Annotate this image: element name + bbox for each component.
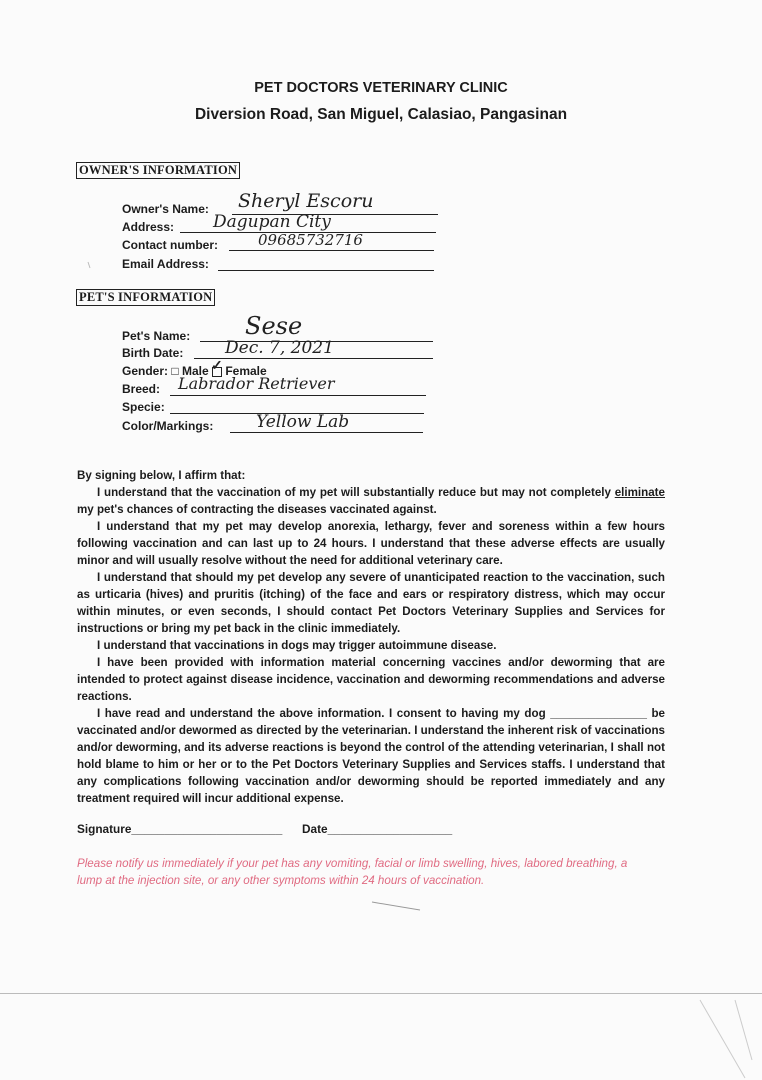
consent-intro: By signing below, I affirm that: [77, 469, 246, 482]
gender-male-option[interactable]: □ Male [171, 364, 209, 378]
clinic-name: PET DOCTORS VETERINARY CLINIC [254, 80, 508, 96]
page-edge-line [0, 993, 762, 994]
consent-p6-end: be vaccinated and/or dewormed as directed by the veterinarian. I understand the inherent risk of vaccinations and/or deworming, and its adverse reactions is beyond the control of the attending veterinarian, I shall not hold blame to him or her or to the Pet Doctors Veterinary Supplies and Services staffs. I understand that any complications following vaccination and/or deworming should be reported immediately and any treatment required will incur additional expense. [77, 707, 665, 805]
owner-address-value[interactable]: Dagupan City [213, 212, 331, 232]
owner-section-title: OWNER'S INFORMATION [76, 162, 240, 179]
gender-label: Gender: [122, 364, 169, 378]
birth-date-value[interactable]: Dec. 7, 2021 [225, 338, 334, 358]
email-label: Email Address: [122, 257, 209, 271]
signature-label: Signature [77, 822, 132, 836]
date-label: Date [302, 822, 328, 836]
birth-date-label: Birth Date: [122, 346, 184, 360]
color-markings-value[interactable]: Yellow Lab [256, 412, 350, 432]
consent-p1-underlined: eliminate [614, 486, 665, 499]
signature-field[interactable]: _______________________ [131, 822, 283, 836]
scan-mark-left [88, 262, 90, 268]
owner-name-label: Owner's Name: [122, 202, 209, 216]
notice-text: Please notify us immediately if your pet has any vomiting, facial or limb swelling, hives, labored breathing, a lump at the injection site, or any other symptoms within 24 hours of vaccination. [77, 857, 628, 887]
pet-section-title: PET'S INFORMATION [76, 289, 215, 306]
consent-p1-end: my pet's chances of contracting the diseases vaccinated against. [77, 503, 437, 516]
contact-number-value[interactable]: 09685732716 [258, 231, 363, 249]
specie-label: Specie: [122, 400, 165, 414]
consent-paragraph-5: I have been provided with information material concerning vaccines and/or deworming that are intended to protect against disease incidence, vaccination and deworming recommendations and adverse reactions. [77, 656, 665, 703]
scan-mark-stroke [372, 902, 420, 910]
consent-paragraph-2: I understand that my pet may develop anorexia, lethargy, fever and soreness within a few hours following vaccination and can last up to 24 hours. I understand that these adverse effects are usually minor and will usually resolve without the need for additional veterinary care. [77, 520, 665, 567]
date-field[interactable]: ___________________ [327, 822, 453, 836]
pet-name-label: Pet's Name: [122, 329, 191, 343]
gender-female-option[interactable]: Female [225, 364, 267, 378]
consent-paragraph-3: I understand that should my pet develop any severe of unanticipated reaction to the vaccination, such as urticaria (hives) and pruritis (itching) of the face and ears or respiratory distress, which may occur within minutes, or even seconds, I should contact Pet Doctors Veterinary Supplies and Services for instructions or bring my pet back in the clinic immediately. [77, 571, 665, 635]
consent-p6-start: I have read and understand the above information. I consent to having my dog [97, 707, 546, 720]
female-checkmark-icon: ✓ [210, 358, 223, 374]
owner-address-label: Address: [122, 220, 175, 234]
breed-value[interactable]: Labrador Retriever [178, 374, 335, 393]
owner-name-value[interactable]: Sheryl Escoru [238, 190, 374, 212]
pet-name-value[interactable]: Sese [245, 312, 303, 340]
breed-label: Breed: [122, 382, 161, 396]
consent-paragraph-4: I understand that vaccinations in dogs may trigger autoimmune disease. [97, 639, 497, 652]
contact-number-label: Contact number: [122, 238, 218, 252]
consent-p1-start: I understand that the vaccination of my pet will substantially reduce but may not completely [97, 486, 615, 499]
color-markings-label: Color/Markings: [122, 419, 214, 433]
dog-name-blank[interactable]: _______________ [550, 707, 647, 720]
clinic-address: Diversion Road, San Miguel, Calasiao, Pangasinan [194, 106, 568, 123]
scan-mark-corner-2 [735, 1000, 752, 1060]
